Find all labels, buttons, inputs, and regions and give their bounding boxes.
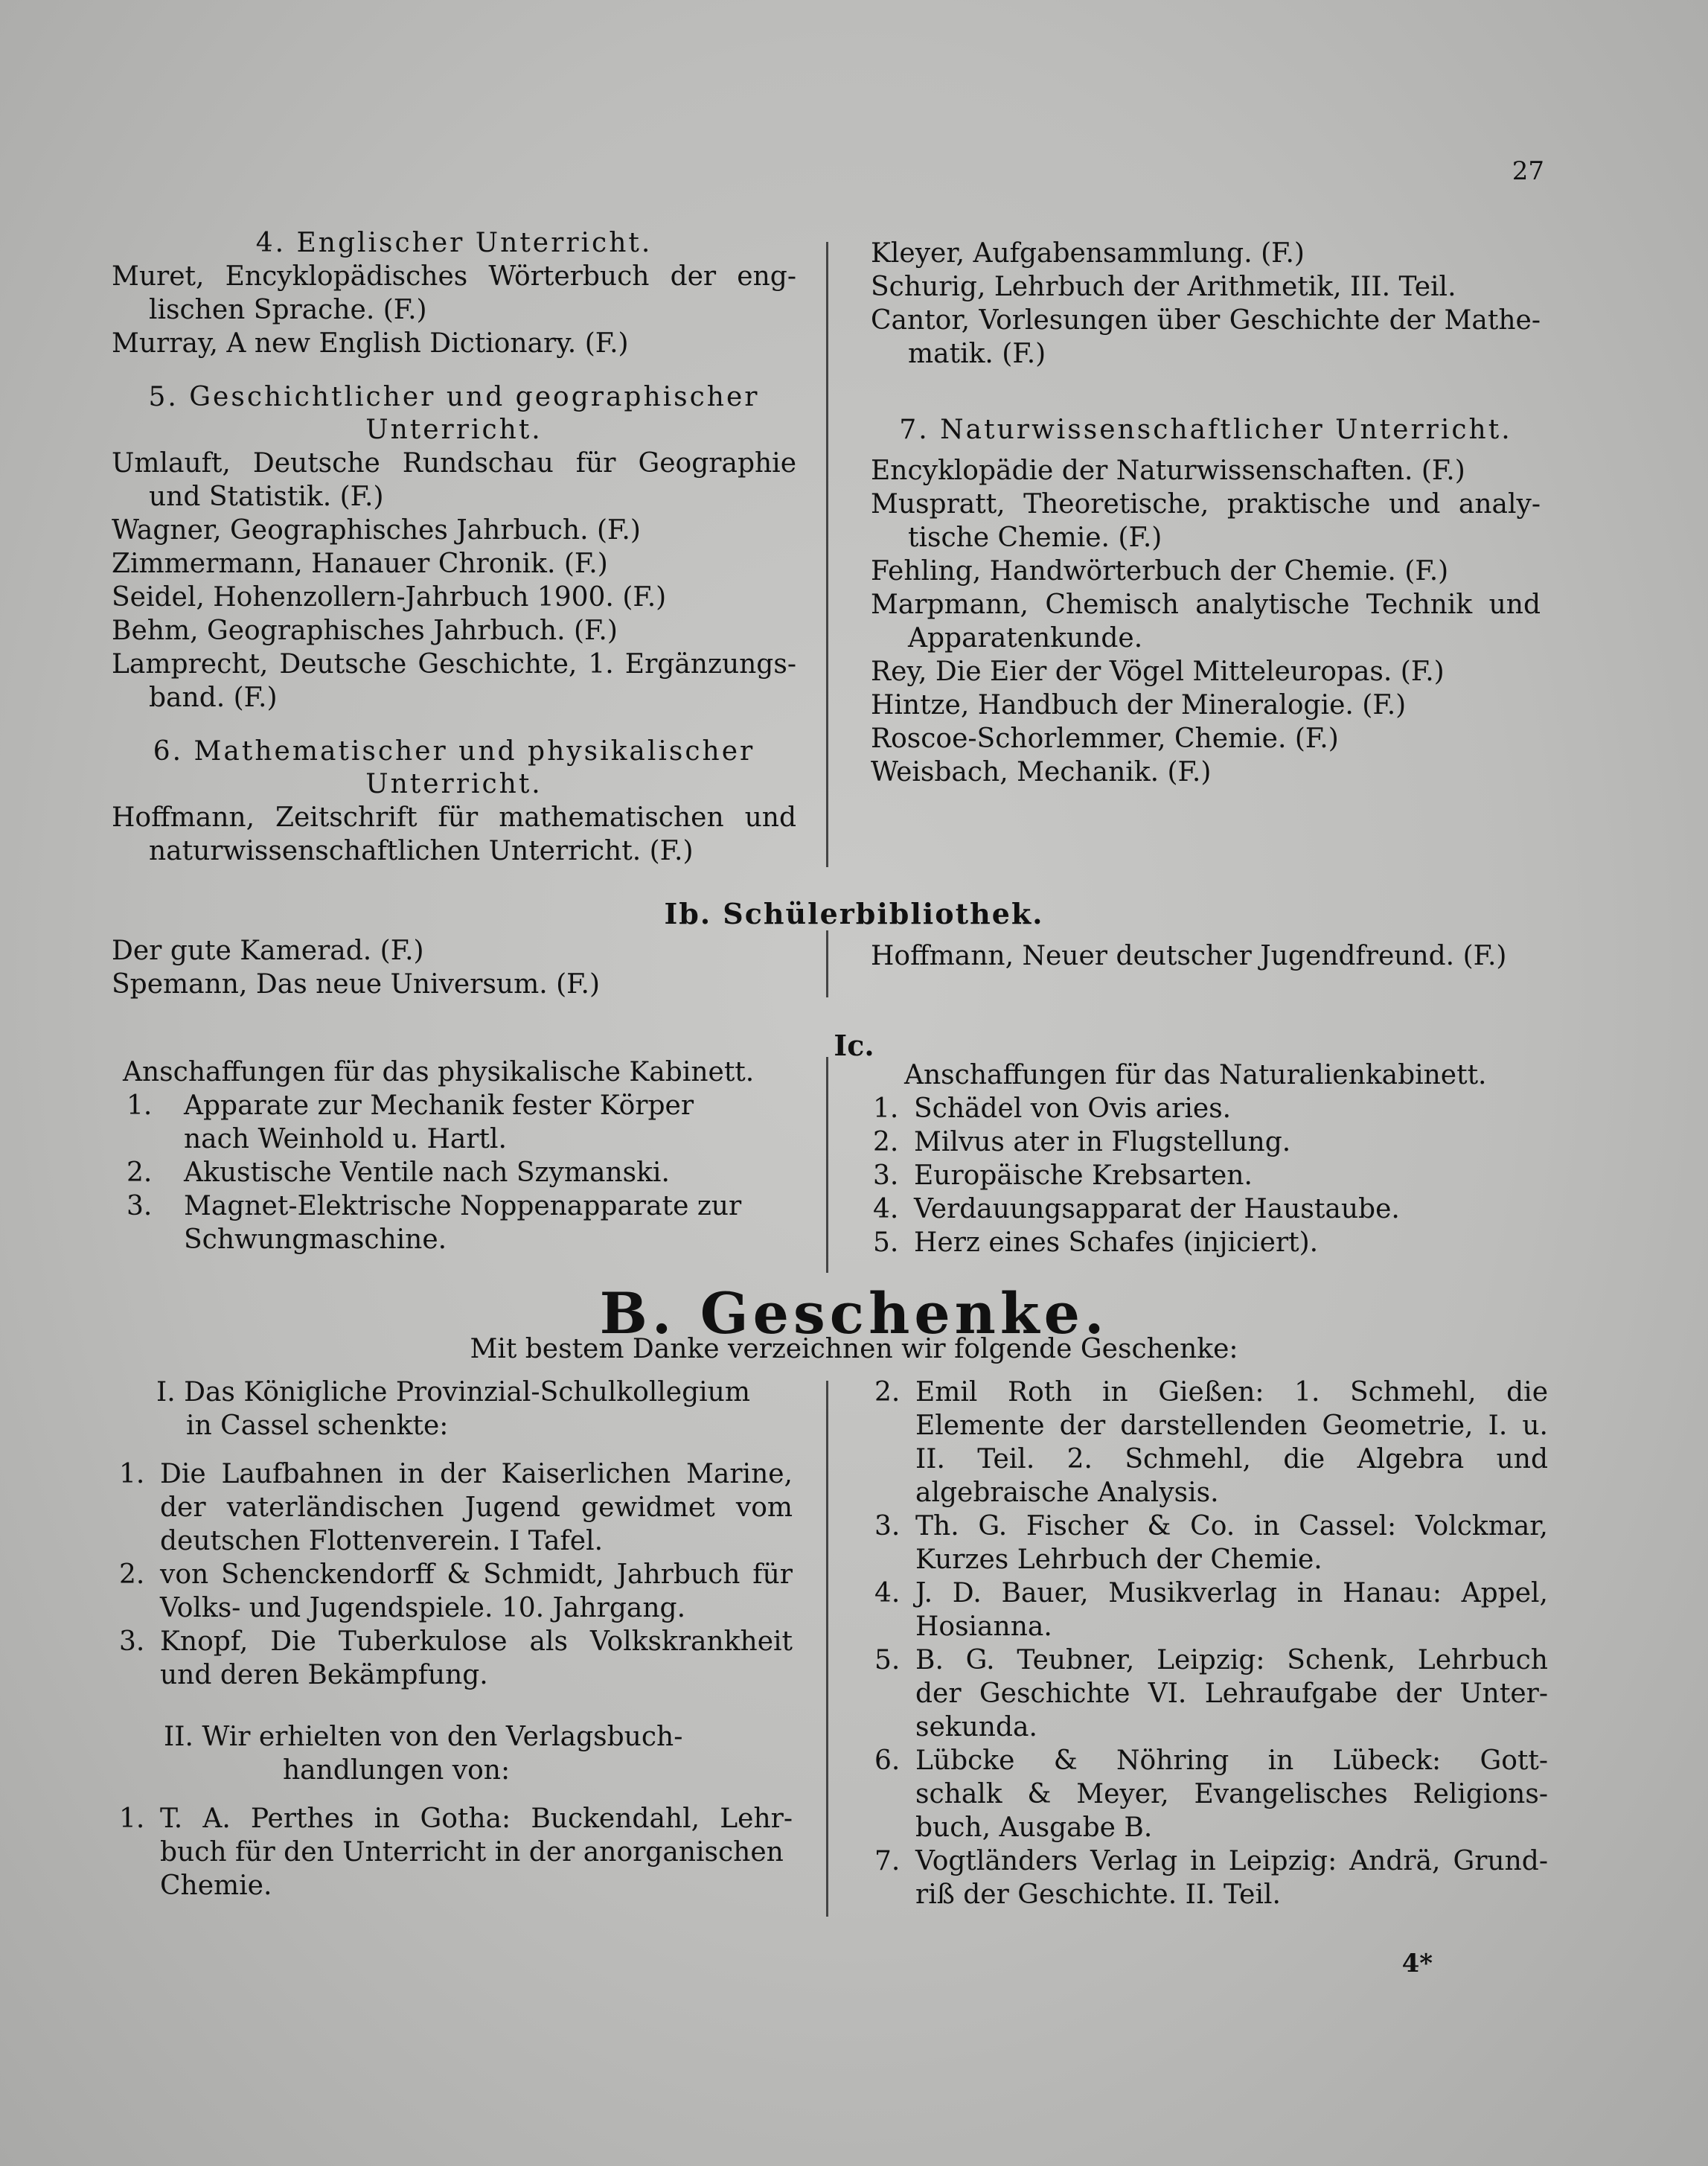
list-item: 2. von Schenckendorff & Schmidt, Jahrbuch für: [119, 1559, 793, 1590]
text-line: Muret, Encyklopädisches Wörterbuch der eng-: [112, 261, 796, 292]
text-line: naturwissenschaftlichen Unterricht. (F.): [149, 836, 694, 866]
list-item-cont: riß der Geschichte. II. Teil.: [915, 1879, 1281, 1910]
text-line: Hintze, Handbuch der Mineralogie. (F.): [871, 690, 1407, 721]
text-line: Zimmermann, Hanauer Chronik. (F.): [112, 549, 608, 579]
section-heading-schuelerbibliothek: Ib. Schülerbibliothek.: [664, 897, 1044, 930]
ic-right: [873, 1058, 1559, 1259]
list-item-cont: der vaterländischen Jugend gewidmet vom: [160, 1492, 793, 1523]
text-line: und Statistik. (F.): [149, 482, 384, 512]
text-line: Umlauft, Deutsche Rundschau für Geographie: [112, 448, 796, 479]
list-item-cont: Elemente der darstellenden Geometrie, I. u.: [915, 1411, 1548, 1441]
text-line: Spemann, Das neue Universum. (F.): [112, 969, 601, 1000]
signature-mark: 4*: [1401, 1949, 1433, 1978]
list-item: 1. T. A. Perthes in Gotha: Buckendahl, Lehr-: [119, 1804, 793, 1834]
subheading-i-cont: in Cassel schenkte:: [186, 1411, 449, 1441]
b-right: [874, 1376, 1548, 1911]
list-item-cont: Chemie.: [160, 1871, 272, 1901]
subheading-natur: Anschaffungen für das Naturalienkabinett.: [904, 1060, 1487, 1090]
left-column-top: [112, 227, 796, 868]
section-heading-mathematik-cont: Unterricht.: [365, 769, 543, 799]
text-line: Murray, A new English Dictionary. (F.): [112, 328, 629, 359]
section-heading-geschichte-cont: Unterricht.: [365, 415, 543, 445]
list-item: 3. Europäische Krebsarten.: [873, 1160, 1253, 1191]
subheading-i: I. Das Königliche Provinzial-Schulkollegium: [156, 1377, 750, 1408]
list-item-cont: deutschen Flottenverein. I Tafel.: [160, 1526, 604, 1556]
text-line: Hoffmann, Neuer deutscher Jugendfreund. (F.): [871, 941, 1507, 971]
text-line: Marpmann, Chemisch analytische Technik und: [871, 590, 1541, 620]
text-line: Schurig, Lehrbuch der Arithmetik, III. Teil.: [871, 272, 1456, 302]
column-divider-b: [826, 1381, 828, 1917]
list-item: 3. Th. G. Fischer & Co. in Cassel: Volckmar,: [874, 1511, 1548, 1542]
list-item-cont: buch für den Unterricht in der anorganischen: [160, 1837, 784, 1868]
list-item: 4. J. D. Bauer, Musikverlag in Hanau: Appel,: [874, 1578, 1548, 1608]
text-line: Cantor, Vorlesungen über Geschichte der Mathe-: [871, 305, 1541, 336]
text-line: Seidel, Hohenzollern-Jahrbuch 1900. (F.): [112, 582, 667, 613]
list-item-cont: nach Weinhold u. Hartl.: [184, 1124, 507, 1154]
list-item: 2. Emil Roth in Gießen: 1. Schmehl, die: [874, 1377, 1548, 1408]
text-line: tische Chemie. (F.): [908, 523, 1162, 553]
subheading-ii-cont: handlungen von:: [283, 1755, 511, 1786]
text-line: Lamprecht, Deutsche Geschichte, 1. Ergänzungs-: [112, 649, 796, 680]
list-item: 3. Magnet-Elektrische Noppenapparate zur: [127, 1191, 742, 1221]
list-item-cont: Schwungmaschine.: [184, 1224, 447, 1255]
section-heading-englisch: 4. Englischer Unterricht.: [255, 228, 653, 258]
list-item-cont: II. Teil. 2. Schmehl, die Algebra und: [915, 1444, 1548, 1475]
section-heading-naturwissenschaft: 7. Naturwissenschaftlicher Unterricht.: [899, 415, 1512, 445]
text-line: Apparatenkunde.: [908, 623, 1143, 654]
text-line: lischen Sprache. (F.): [149, 295, 427, 325]
right-column-top: [871, 237, 1541, 789]
list-item-cont: und deren Bekämpfung.: [160, 1660, 488, 1690]
text-line: Der gute Kamerad. (F.): [112, 936, 424, 966]
list-item: 1. Die Laufbahnen in der Kaiserlichen Marine,: [119, 1459, 793, 1489]
text-line: Rey, Die Eier der Vögel Mitteleuropas. (F.): [871, 656, 1445, 687]
list-item: 1. Apparate zur Mechanik fester Körper: [127, 1090, 694, 1121]
section-heading-ic: Ic.: [834, 1029, 874, 1062]
list-item-cont: sekunda.: [915, 1712, 1037, 1742]
ib-left: [112, 934, 796, 1001]
text-line: band. (F.): [149, 683, 278, 713]
list-item: 5. B. G. Teubner, Leipzig: Schenk, Lehrbuch: [874, 1645, 1548, 1675]
text-line: Roscoe-Schorlemmer, Chemie. (F.): [871, 723, 1339, 754]
text-line: Kleyer, Aufgabensammlung. (F.): [871, 238, 1305, 269]
ib-right: [871, 939, 1541, 973]
list-item-cont: Volks- und Jugendspiele. 10. Jahrgang.: [160, 1593, 686, 1623]
text-line: Wagner, Geographisches Jahrbuch. (F.): [112, 515, 641, 546]
list-item: 5. Herz eines Schafes (injiciert).: [873, 1227, 1319, 1258]
ic-left: [123, 1055, 793, 1256]
column-divider-ic: [826, 1057, 828, 1273]
list-item: 3. Knopf, Die Tuberkulose als Volkskrankheit: [119, 1626, 793, 1657]
list-item-cont: Hosianna.: [915, 1611, 1052, 1642]
column-divider-ib: [826, 930, 828, 997]
section-heading-geschichte: 5. Geschichtlicher und geographischer: [148, 382, 760, 412]
list-item-cont: buch, Ausgabe B.: [915, 1812, 1153, 1843]
subheading-physik: Anschaffungen für das physikalische Kabinett.: [123, 1057, 755, 1087]
text-line: matik. (F.): [908, 339, 1046, 369]
text-line: Behm, Geographisches Jahrbuch. (F.): [112, 616, 618, 646]
text-line: Weisbach, Mechanik. (F.): [871, 757, 1212, 788]
text-line: Fehling, Handwörterbuch der Chemie. (F.): [871, 556, 1449, 587]
column-divider-top: [826, 242, 828, 867]
list-item: 1. Schädel von Ovis aries.: [873, 1093, 1232, 1124]
page-number: 27: [1512, 156, 1544, 186]
list-item-cont: der Geschichte VI. Lehraufgabe der Unter-: [915, 1678, 1548, 1709]
list-item: 2. Milvus ater in Flugstellung.: [873, 1127, 1291, 1157]
list-item-cont: algebraische Analysis.: [915, 1477, 1219, 1508]
text-line: Encyklopädie der Naturwissenschaften. (F.): [871, 456, 1465, 486]
subheading-ii: II. Wir erhielten von den Verlagsbuch-: [164, 1722, 683, 1752]
geschenke-intro: Mit bestem Danke verzeichnen wir folgende Geschenke:: [470, 1334, 1238, 1364]
list-item-cont: schalk & Meyer, Evangelisches Religions-: [915, 1779, 1548, 1809]
text-line: Hoffmann, Zeitschrift für mathematischen und: [112, 802, 796, 833]
section-heading-geschenke: B. Geschenke.: [599, 1280, 1109, 1346]
list-item: 2. Akustische Ventile nach Szymanski.: [127, 1157, 670, 1188]
section-heading-mathematik: 6. Mathematischer und physikalischer: [153, 736, 755, 767]
list-item: 4. Verdauungsapparat der Haustaube.: [873, 1194, 1400, 1224]
b-left: [119, 1376, 793, 1903]
list-item: 6. Lübcke & Nöhring in Lübeck: Gott-: [874, 1745, 1548, 1776]
text-line: Muspratt, Theoretische, praktische und analy-: [871, 489, 1541, 520]
list-item-cont: Kurzes Lehrbuch der Chemie.: [915, 1544, 1322, 1575]
list-item: 7. Vogtländers Verlag in Leipzig: Andrä, Grund-: [874, 1846, 1548, 1876]
